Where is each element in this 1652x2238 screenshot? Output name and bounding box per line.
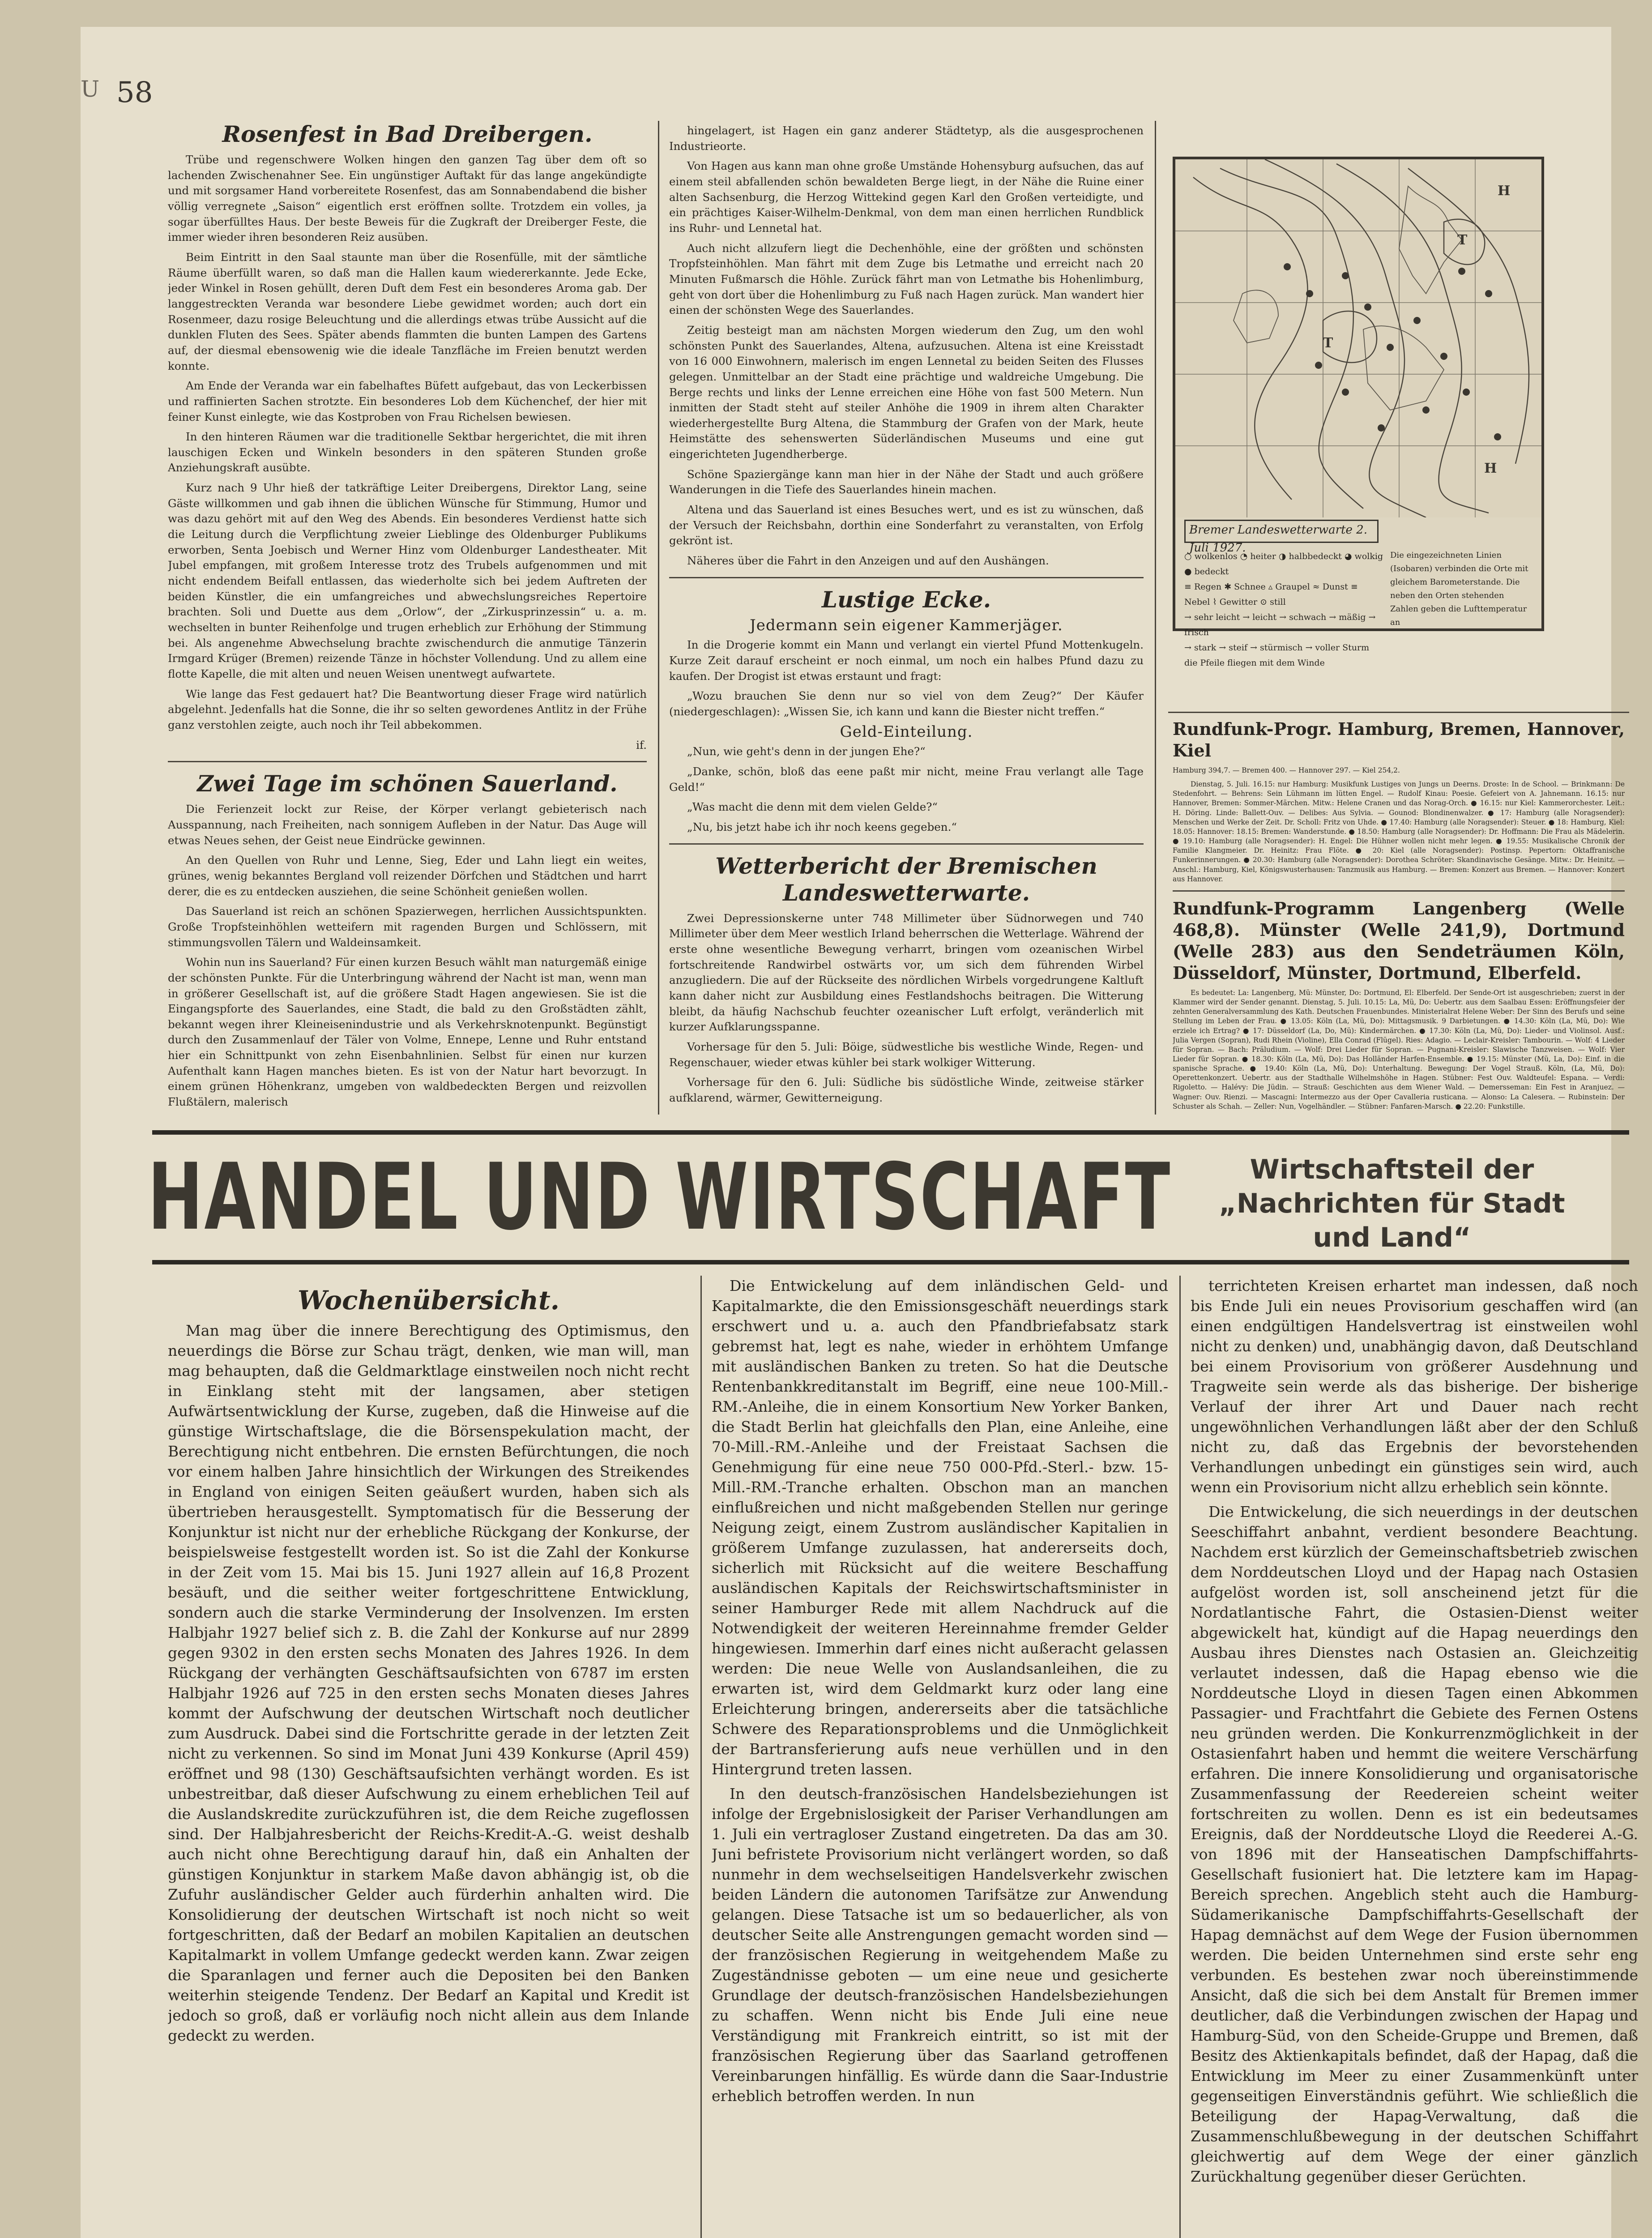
column-rule bbox=[1155, 121, 1156, 1115]
divider bbox=[168, 761, 647, 762]
subheading: Jedermann sein eigener Kammerjäger. bbox=[750, 616, 1063, 634]
article-title-wochenuebersicht: Wochenübersicht. bbox=[298, 1285, 559, 1315]
paragraph: Die Entwickelung auf dem inländischen Geld- und Kapitalmarkte, die den Emissionsgeschäft neuerdings stark erschwert und u. a. auch den Pfandbriefabsatz stark gebremst hat, legt es nahe, wieder in erhöhtem Umfange mit ausländischen Banken zu treten. So hat die Deutsche Rentenbankkreditanstalt im Begriff, eine neue 100-Mill.-RM.-Anleihe, die in einem Konsortium New Yorker Banken, die Stadt Berlin hat gleichfalls den Plan, eine Anleihe, eine 70-Mill.-RM.-Anleihe und der Freistaat Sachsen die Genehmigung für eine neue 750 000-Pfd.-Sterl.- bzw. 15-Mill.-RM.-Tranche erhalten. Obschon man an manchen einflußreichen und nicht maßgebenden Stellen nur geringe Neigung zeigt, einem Zustrom ausländischer Kapitalien in größerem Umfange zuzulassen, hat andererseits doch, sicherlich mit Rücksicht auf die weitere Beschaffung ausländischen Kapitals der Reichswirtschaftsminister in seiner Hamburger Rede mit allem Nachdruck auf die Notwendigkeit der weiteren Hereinnahme fremder Gelder hingewiesen. Immerhin darf eines nicht außeracht gelassen werden: Die neue Welle von Auslandsanleihen, die zu erwarten ist, wird dem Geldmarkt kurz oder lang eine Erleichterung bringen, andererseits aber die tatsächliche Schwere des Reparationsproblems und die Unmöglichkeit der Bartransferierung aufs neue verhüllen und in den Hintergrund treten lassen. bbox=[712, 1277, 1168, 1778]
paragraph: Beim Eintritt in den Saal staunte man über die Rosenfülle, mit der sämtliche Räume überfüllt waren, so daß man die Hallen kaum wiedererkannte. Jede Ecke, jeder Winkel in Rosen gehüllt, deren Duft dem Fest ein besonderes Aroma gab. Der langgestreckten Veranda war besondere Liebe gewidmet worden; auch dort ein Rosenmeer, dazu rosige Beleuchtung und die allerdings etwas trübe Aussicht auf die dunklen Fluten des Sees. Später abends flammten die bunten Lampen des Gartens auf, der diesmal ebensowenig wie die ideale Tanzfläche im Freien benutzt werden konnte. bbox=[168, 250, 647, 372]
column-econ-2 bbox=[712, 1276, 1168, 2110]
svg-text:H: H bbox=[1498, 183, 1511, 199]
weather-map bbox=[1173, 157, 1544, 668]
divider bbox=[669, 577, 1144, 578]
legend-line: ○ wolkenlos ◔ heiter ◑ halbbedeckt ◕ wolkig ● bedeckt bbox=[1184, 551, 1383, 577]
paragraph: Vorhersage für den 5. Juli: Böige, südwestliche bis westliche Winde, Regen- und Regenschauer, wieder etwas kühler bei stark wolkiger Witterung. bbox=[669, 1040, 1144, 1069]
paragraph: Vorhersage für den 6. Juli: Südliche bis südöstliche Winde, zeitweise stärker aufklarend, wärmer, Gewitterneigung. bbox=[669, 1076, 1144, 1104]
paragraph: Am Ende der Veranda war ein fabelhaftes Büfett aufgebaut, das von Leckerbissen und raffinierten Sachen strotzte. Ein besonderes Lob dem Küchenchef, der hier mit feiner Kunst einlegte, wie das Kostproben von Frau Richelsen bewiesen. bbox=[168, 379, 647, 423]
paragraph: Die Entwickelung, die sich neuerdings in der deutschen Seeschiffahrt anbahnt, verdient besondere Beachtung. Nachdem erst kürzlich der Gemeinschaftsbetrieb zwischen dem Norddeutschen Lloyd und der Hapag nach Ostasien aufgelöst worden ist, soll anscheinend jetzt für die Nordatlantische Fahrt, die Ostasien-Dienst weiter abgewickelt hat, kündigt auf die Hapag neuerdings den Ausbau ihres Dienstes nach Ostasien an. Gleichzeitig verlautet indessen, daß die Hapag ebenso wie die Norddeutsche Lloyd in diesen Tagen einen Abkommen Passagier- und Frachtfahrt die Gebiete des Fernen Ostens neu gründen werden. Die Konkurrenzmöglichkeit in der Ostasienfahrt haben und hemmt die weitere Verschärfung erfahren. Die innere Konsolidierung und organisatorische Zusammenfassung der Reedereien scheint weiter fortschreiten zu wollen. Denn es ist ein bedeutsames Ereignis, daß der Norddeutsche Lloyd die Reederei A.-G. von 1896 mit der Hanseatischen Dampfschiffahrts-Gesellschaft fusioniert hat. Die letztere kam im Hapag-Bereich sprechen. Angeblich steht auch die Hamburg-Südamerikanische Dampfschiffahrts-Gesellschaft der Hapag demnächst auf dem Wege der Fusion übernommen werden. Die beiden Unternehmen sind erste sehr eng verbunden. Es bestehen zwar noch übereinstimmende Ansicht, daß die sich bei dem Anstalt für Bremen immer deutlicher, daß die Verbindungen zwischen der Hapag und Hamburg-Süd, von den Scheide-Gruppe und Bremen, daß Besitz des Aktienkapitals befindet, daß der Hapag, daß die Entwicklung im Meer zu einer Zusammenkünft unter gegenseitigen Einverständnis geführt. Wie schließlich die Beteiligung der Hapag-Verwaltung, daß die Zusammenschlußbewegung in der deutschen Schiffahrt gleichwertig auf dem Wege der einer gänzlich Zurückhaltung gegenüber dieser Gerüchten. bbox=[1191, 1503, 1638, 2185]
map-legend bbox=[1184, 549, 1386, 671]
paragraph: hingelagert, ist Hagen ein ganz anderer Städtetyp, als die ausgesprochenen Industrieorte. bbox=[669, 124, 1144, 153]
column-econ-3 bbox=[1191, 1276, 1638, 2191]
paragraph: „Was macht die denn mit dem vielen Gelde?“ bbox=[687, 800, 938, 814]
paragraph: In den deutsch-französischen Handelsbeziehungen ist infolge der Ergebnislosigkeit der Pariser Verhandlungen am 1. Juli ein vertragloser Zustand eingetreten. Da das am 30. Juni befristete Provisorium nicht verlängert worden, so daß nunmehr in dem wechselseitigen Handelsverkehr zwischen beiden Ländern die autonomen Tarifsätze zur Anwendung gelangen. Diese Tatsache ist um so bedauerlicher, als von deutscher Seite alle Anstrengungen gemacht worden sind — der französischen Regierung in weitgehendem Maße zu Zugeständnisse geboten — um eine neue und gesicherte Grundlage der deutsch-französischen Handelsbeziehungen zu schaffen. Wenn nicht bis Ende Juli eine neue Verständigung mit Frankreich eintritt, so ist mit der französischen Regierung über das Saarland getroffenen Vereinbarungen hinfällig. Es würde dann die Saar-Industrie erheblich betroffen werden. In nun bbox=[712, 1785, 1168, 2105]
divider bbox=[1173, 890, 1625, 892]
paragraph: terrichteten Kreisen erhartet man indessen, daß noch bis Ende Juli ein neues Provisorium geschaffen wird (an einen endgültigen Handelsvertrag ist einstweilen wohl nicht zu denken) und, unabhängig davon, daß Deutschland bei einem Provisorium von größerer Ausdehnung und Tragweite sein werde als das bisherige. Der bisherige Verlauf der ihrer Art und Dauer nach recht ungewöhnlichen Verhandlungen läßt aber der den Schluß nicht zu, daß das Ergebnis der bevorstehenden Verhandlungen unbedingt ein günstiges sein wird, auch wenn ein Provisorium nicht allzu erheblich sein könnte. bbox=[1191, 1277, 1638, 1496]
divider bbox=[1168, 712, 1629, 713]
edge-mark: U bbox=[81, 76, 100, 102]
article-title-sauerland: Zwei Tage im schönen Sauerland. bbox=[197, 770, 618, 797]
banner-rule-bottom bbox=[152, 1260, 1629, 1264]
column-rule bbox=[658, 121, 659, 1115]
paragraph: Näheres über die Fahrt in den Anzeigen und auf den Aushängen. bbox=[687, 554, 1049, 568]
legend-line: ≡ Regen ✱ Schnee ▵ Graupel ≈ Dunst ≡ Nebel ⌇ Gewitter ⊙ still bbox=[1184, 582, 1358, 607]
svg-text:T: T bbox=[1323, 335, 1333, 351]
paragraph: „Wozu brauchen Sie denn nur so viel von dem Zeug?“ Der Käufer (niedergeschlagen): „Wissen Sie, ich kann und kann die Biester nicht treffen.“ bbox=[669, 689, 1144, 718]
section-banner-subtitle bbox=[1191, 1153, 1593, 1255]
legend-line: die Pfeile fliegen mit dem Winde bbox=[1184, 658, 1325, 668]
map-caption: Bremer Landeswetterwarte 2. Juli 1927. bbox=[1184, 520, 1379, 543]
column-rule bbox=[700, 1276, 702, 2238]
paragraph: Trübe und regenschwere Wolken hingen den ganzen Tag über dem oft so lachenden Zwischenahner See. Ein ungünstiger Auftakt für das lange angekündigte und mit sorgsamer Hand vorbereitete Rosenfest, das am Sonnabendabend die bisher völlig verregnete „Saison“ eigentlich erst eröffnen sollte. Trotzdem ein volles, ja sogar überfülltes Haus. Der beste Beweis für die Zugkraft der Dreiberger Feste, die immer wieder ihren besonderen Reiz ausüben. bbox=[168, 153, 647, 244]
banner-rule-top bbox=[152, 1130, 1629, 1135]
paragraph: „Nun, wie geht's denn in der jungen Ehe?“ bbox=[687, 745, 926, 758]
paragraph: Zeitig besteigt man am nächsten Morgen wiederum den Zug, um den wohl schönsten Punkt des Sauerlandes, Altena, aufzusuchen. Altena ist eine Kreisstadt von 16 000 Einwohnern, malerisch im engen Lennetal zu beiden Seiten des Flusses gelegen. Unmittelbar an der Stadt eine prächtige und waldreiche Umgebung. Die Berge rechts und links der Lenne erreichen eine Höhe von fast 500 Metern. Nun inmitten der Stadt steht auf steiler Anhöhe die 1909 in ihrem alten Charakter wiederhergestellte Burg Altena, die Stammburg der Grafen von der Mark, heute Heimstätte des sehenswerten Süderländischen Museums und eine gut eingerichteten Jugendherberge. bbox=[669, 323, 1144, 461]
banner-subtitle-line: Wirtschaftsteil der bbox=[1250, 1154, 1534, 1185]
column-radio bbox=[1173, 718, 1625, 1116]
paragraph: Von Hagen aus kann man ohne große Umstände Hohensyburg aufsuchen, das auf einem steil abfallenden schön bewaldeten Berge liegt, in der Nähe die Ruine einer alten Sachsenburg, die Herzog Wittekind gegen Karl den Großen verteidigte, und ein prächtiges Kaiser-Wilhelm-Denkmal, von dem man einen herrlichen Rundblick ins Ruhr- und Lennetal hat. bbox=[669, 159, 1144, 235]
column-1 bbox=[168, 121, 647, 1115]
legend-line: → sehr leicht → leicht → schwach → mäßig → frisch bbox=[1184, 612, 1376, 637]
paragraph: Kurz nach 9 Uhr hieß der tatkräftige Leiter Dreibergens, Direktor Lang, seine Gäste willkommen und gab ihnen die üblichen Wünsche für Stimmung, Humor und was dazu gehört mit auf den Weg des Abends. Ein besonderes Verdienst hatte sich die Leitung durch die Verpflichtung zweier Lieblinge des Oldenburger Publikums erworben, Senta Joebisch und Werner Hinz vom Oldenburger Landestheater. Mit Jubel empfangen, mit großem Interesse trotz des Trubels aufgenommen und mit nicht endendem Beifall entlassen, das wiederholte sich bei jedem Auftreten der beiden Künstler, die ein umfangreiches und abwechslungsreiches Repertoire brachten. Soli und Duette aus dem „Orlow“, der „Zirkusprinzessin“ u. a. m. wechselten in bunter Reihenfolge und trugen erheblich zur Erhöhung der Stimmung bei. Als angenehme Abwechselung brachte zwischendurch die anmutige Tänzerin Irmgard Krüger (Bremen) reizende Tänze in höchster Vollendung. Und zu allem eine flotte Kapelle, die mit alten und neuen Weisen unentwegt aufwartete. bbox=[168, 481, 647, 680]
article-title-humor: Lustige Ecke. bbox=[821, 586, 991, 613]
paragraph: „Nu, bis jetzt habe ich ihr noch keens gegeben.“ bbox=[687, 820, 957, 833]
paragraph: In die Drogerie kommt ein Mann und verlangt ein viertel Pfund Mottenkugeln. Kurze Zeit darauf erscheint er noch einmal, um noch ein halbes Pfund dazu zu kaufen. Der Drogist ist etwas erstaunt und fragt: bbox=[669, 638, 1144, 683]
banner-subtitle-line: „Nachrichten für Stadt und Land“ bbox=[1219, 1188, 1565, 1253]
page-number: 58 bbox=[116, 76, 153, 109]
column-rule bbox=[1179, 1276, 1181, 2238]
column-2 bbox=[669, 123, 1144, 1110]
paragraph: Wie lange das Fest gedauert hat? Die Beantwortung dieser Frage wird natürlich abgelehnt. Jedenfalls hat die Sonne, die ihr so selten gewordenes Antlitz in der Frühe ganz verstohlen zeigte, auch noch ihr Teil abbekommen. bbox=[168, 687, 647, 731]
radio-title-hamburg: Rundfunk-Progr. Hamburg, Bremen, Hannover, Kiel bbox=[1173, 719, 1625, 760]
radio-programme: Dienstag, 5. Juli. 16.15: nur Hamburg: Musikfunk Lustiges von Jungs un Deerns. Droste: In de School. — Brinkmann: De Stedenfohrt. — Behrens: Sein Lühmann im lütten Engel. — Rudolf Kinau: Poesie. Gefeiert von A. Jahnemann. 16.15: nur Hannover, Bremen: Sommer-Märchen. Mitw.: Helene Cranen und das Norag-Orch. ● 16.15: nur Kiel: Kammerorchester. Leit.: H. Döring. Linde: Ballett-Ouv. — Delibes: Aus Sylvia. — Gounod: Blondinenwalzer. ● 17: Hamburg (alle Noragsender): Menschen und Werke der Zeit. Dr. Scholl: Fritz von Uhde. ● 17.40: Hamburg (alle Noragsender): Steuer. ● 18: Hamburg, Kiel: 18.05: Hannover: 18.15: Bremen: Wanderstunde. ● 18.50: Hamburg (alle Noragsender): Dr. Hoffmann: Die Frau als Mädelerin. ● 19.10: Hamburg (alle Noragsender): H. Engel: Die Hühner wollen nicht mehr legen. ● 19.55: Musikalische Chronik der Familie Klangmeier. Dr. Heinitz: Frau Flöte. ● 20: Kiel (alle Noragsender): Postinsp. Pepertorn: Oktaffranische Funkerinnerungen. ● 20.30: Hamburg (alle Noragsender): Dorothea Schröter: Skandinavische Gesänge. Mitw.: Dr. Heinitz. — Anschl.: Hamburg, Kiel, Königswusterhausen: Tanzmusik aus Hamburg. — Bremen: Konzert aus Bremen. — Hannover: Konzert aus Hannover. bbox=[1173, 780, 1625, 883]
newspaper-page bbox=[81, 27, 1638, 2238]
svg-text:H: H bbox=[1484, 461, 1497, 476]
paragraph: Man mag über die innere Berechtigung des Optimismus, den neuerdings die Börse zur Schau trägt, denken, wie man will, man mag behaupten, daß die Geldmarktlage einstweilen noch nicht recht in Einklang steht mit der langsamen, aber stetigen Aufwärtsentwicklung der Kurse, zugeben, daß die Hinweise auf die günstige Wirtschaftslage, die die Börsenspekulation macht, der Berechtigung nicht entbehren. Die ernsten Befürchtungen, die noch vor einem halben Jahre hinsichtlich der Wirkungen des Streikendes in England von einigen Seiten geäußert wurden, haben sich als übertrieben herausgestellt. Symptomatisch für die Besserung der Konjunktur ist nicht nur der erhebliche Rückgang der Konkurse, der beispielsweise festgestellt worden ist. So ist die Zahl der Konkurse in der Zeit vom 15. Mai bis 15. Juni 1927 allein auf 16,8 Prozent besäuft, und die seither weiter fortgeschrittene Entwicklung, sondern auch die starke Verminderung der Insolvenzen. Im ersten Halbjahr 1927 belief sich z. B. die Zahl der Konkurse auf nur 2899 gegen 9302 in den ersten sechs Monaten des Jahres 1926. In dem Rückgang der verhängten Geschäftsaufsichten von 6787 im ersten Halbjahr 1926 auf 725 in den ersten sechs Monaten dieses Jahres kommt der Aufschwung der deutschen Wirtschaft noch deutlicher zum Ausdruck. Dabei sind die Fortschritte gerade in der letzten Zeit nicht zu verkennen. So sind im Monat Juni 439 Konkurse (April 459) eröffnet und 98 (130) Geschäftsaufsichten verhängt worden. Es ist unbestreitbar, daß dieser Aufschwung zu einem erheblichen Teil auf die Auslandskredite zurückzuführen ist, die dem Reiche zugeflossen sind. Der Halbjahresbericht der Reichs-Kredit-A.-G. weist deshalb auch nicht ohne Berechtigung darauf hin, daß ein Anhalten der günstigen Konjunktur in starkem Maße davon abhängig ist, ob die Zufuhr ausländischer Gelder auch fürderhin anhalten wird. Die Konsolidierung der deutschen Wirtschaft ist noch nicht so weit fortgeschritten, daß der Bedarf an mobilen Kapitalien an deutschen Kapitalmarkt in vollem Umfange gedeckt werden kann. Zwar zeigen die Sparanlagen und ferner auch die Depositen bei den Banken weiterhin steigende Tendenz. Der Bedarf an Kapital und Kredit ist jedoch so groß, daß er vorläufig noch nicht allein aus dem Inlande gedeckt zu werden. bbox=[168, 1322, 689, 2044]
paragraph: Die Ferienzeit lockt zur Reise, der Körper verlangt gebieterisch nach Ausspannung, nach Freiheiten, nach sonnigem Aufleben in der Natur. Das Auge will etwas Neues sehen, der Geist neue Eindrücke gewinnen. bbox=[168, 803, 647, 847]
paragraph: Zwei Depressionskerne unter 748 Millimeter über Südnorwegen und 740 Millimeter über dem Meer westlich Irland beherrschen die Wetterlage. Während der erste ohne wesentliche Bewegung verharrt, bringen vom ozeanischen Wirbel fortschreitende Randwirbel ostwärts vor, um sich dem führenden Wirbel anzugliedern. Die auf der Rückseite des nördlichen Wirbels vorgedrungene Kaltluft kann daher nicht zur Ausbildung eines Festlandshochs beitragen. Die Witterung bleibt, da häufig Nachschub feuchter ozeanischer Luft erfolgt, veränderlich mit kurzer Aufklarungsspanne. bbox=[669, 911, 1144, 1034]
legend-line: → stark → steif → stürmisch → voller Sturm bbox=[1184, 643, 1370, 653]
paragraph: Auch nicht allzufern liegt die Dechenhöhle, eine der größten und schönsten Tropfsteinhöhlen. Man fährt mit dem Zuge bis Letmathe und erreicht nach 20 Minuten Fußmarsch die Höhle. Zurück fährt man von Letmathe bis Hohenlimburg, geht von dort über die Hohenlimburg zu Fuß nach Hagen zurück. Man wandert hier einen der schönsten Wege des Sauerlandes. bbox=[669, 241, 1144, 317]
radio-title-langenberg: Rundfunk-Programm Langenberg (Welle 468,8). Münster (Welle 241,9), Dortmund (Welle 283) aus den Sendeträumen Köln, Düsseldorf, Münster, Dortmund, Elberfeld. bbox=[1173, 898, 1625, 983]
signature: if. bbox=[636, 738, 647, 752]
svg-text:T: T bbox=[1457, 232, 1468, 248]
paragraph: Schöne Spaziergänge kann man hier in der Nähe der Stadt und auch größere Wanderungen in die Tiefe des Sauerlandes hinein machen. bbox=[669, 467, 1144, 496]
subheading: Geld-Einteilung. bbox=[840, 722, 973, 741]
article-title-weather: Wetterbericht der Bremischen Landeswetterwarte. bbox=[715, 852, 1097, 906]
paragraph: An den Quellen von Ruhr und Lenne, Sieg, Eder und Lahn liegt ein weites, grünes, wenig bekanntes Bergland voll reizender Dörfchen und Städtchen und harrt derer, die es zu entdecken ausziehen, die seine Schönheit genießen wollen. bbox=[168, 854, 647, 898]
weather-map-drawing bbox=[1175, 159, 1541, 517]
radio-programme: Es bedeutet: La: Langenberg, Mü: Münster, Do: Dortmund, El: Elberfeld. Der Sende-Ort ist ausgeschrieben; zuerst in der Klammer wird der Sender genannt. Dienstag, 5. Juli. 10.15: La, Mü, Do: Uebertr. aus dem Saalbau Essen: Eröffnungsfeier der zehnten Generalversammlung des Kath. Deutschen Frauenbundes. Ministerialrat Helene Weber: Der Sinn des Berufs und seine Stellung im Leben der Frau. ● 13.05: Köln (La, Mü, Do): Mittagsmusik. 9 Darbietungen. ● 14.30: Köln (La, Mü, Do): Wie erziele ich Ertrag? ● 17: Düsseldorf (La, Do, Mü): Kindermärchen. ● 17.30: Köln (La, Mü, Do): Lieder- und Violinsol. Ausf.: Julia Vergen (Sopran), Rudi Rhein (Violine), Ella Conrad (Flügel). Ries: Adagio. — Leclair-Kreisler: Tambourin. — Wolf: 4 Lieder für Sopran. — Bach: Präludium. — Wolf: Drei Lieder für Sopran. — Pugnani-Kreisler: Slawische Tanzweisen. — Wolf: Vier Lieder für Sopran. ● 18.30: Köln (La, Mü, Do): Das Holländer Harfen-Ensemble. ● 19.15: Münster (Mü, La, Do): Einf. in die spanische Sprache. ● 19.40: Köln (La, Mü, Do): Unterhaltung. Bewegung: Der Vogel Strauß. Köln, (La, Mü, Do): Operettenkonzert. Uebertr. aus der Stadthalle Wilhelmshöhe in Hagen. Stübner: Fest Ouv. Waldteufel: Espana. — Verdi: Rigoletto. — Halévy: Die Jüdin. — Strauß: Geschichten aus dem Wiener Wald. — Demersseman: Ein Fest in Aranjuez. — Wagner: Ouv. Rienzi. — Mascagni: Intermezzo aus der Oper Cavalleria rusticana. — Alonso: La Calesera. — Rubinstein: Der Schuster als Schah. — Zeller: Nun, Vogelhändler. — Stübner: Fanfaren-Marsch. ● 22.20: Funkstille. bbox=[1173, 988, 1625, 1110]
paragraph: Das Sauerland ist reich an schönen Spazierwegen, herrlichen Aussichtspunkten. Große Tropfsteinhöhlen wetteifern mit ragenden Burgen und Schlössern, mit stimmungsvollen Tälern und Waldeinsamkeit. bbox=[168, 905, 647, 949]
paragraph: „Danke, schön, bloß das eene paßt mir nicht, meine Frau verlangt alle Tage Geld!“ bbox=[669, 765, 1144, 794]
column-econ-1 bbox=[168, 1285, 689, 2050]
radio-subtitle: Hamburg 394,7. — Bremen 400. — Hannover 297. — Kiel 254,2. bbox=[1173, 766, 1400, 774]
map-legend-isobars: Die eingezeichneten Linien (Isobaren) verbinden die Orte mit gleichem Barometerstande. Die neben den Orten stehenden Zahlen geben die Lufttemperatur an bbox=[1390, 551, 1528, 627]
article-title-rosenfest: Rosenfest in Bad Dreibergen. bbox=[222, 121, 593, 147]
section-banner-title: HANDEL UND WIRTSCHAFT bbox=[148, 1144, 1172, 1251]
divider bbox=[669, 843, 1144, 845]
paragraph: Altena und das Sauerland ist eines Besuches wert, und es ist zu wünschen, daß der Versuch der Reichsbahn, dorthin eine Sonderfahrt zu veranstalten, von Erfolg gekrönt ist. bbox=[669, 503, 1144, 547]
paragraph: Wohin nun ins Sauerland? Für einen kurzen Besuch wählt man naturgemäß einige der schönsten Punkte. Für die Unterbringung während der Nacht ist man, wenn man in größerer Gesellschaft ist, auf die größere Stadt Hagen angewiesen. Sie ist die Eingangspforte des Sauerlandes, eine Stadt, die bald zu den Großstädten zählt, bekannt wegen ihrer Kleineisenindustrie und als Verkehrsknotenpunkt. Begünstigt durch den Zusammenlauf der Täler von Volme, Ennepe, Lenne und Ruhr entstand hier ein Schnittpunkt von zehn Eisenbahnlinien. Selbst für einen nur kurzen Aufenthalt kann Hagen manches bieten. Es ist von der Natur hart bevorzugt. In einem grünen Höhenkranz, umgeben von waldbedeckten Bergen und reizvollen Flußtälern, malerisch bbox=[168, 956, 647, 1109]
paragraph: In den hinteren Räumen war die traditionelle Sektbar hergerichtet, die mit ihren lauschigen Ecken und Winkeln besonders in den späteren Stunden große Anziehungskraft ausübte. bbox=[168, 430, 647, 474]
